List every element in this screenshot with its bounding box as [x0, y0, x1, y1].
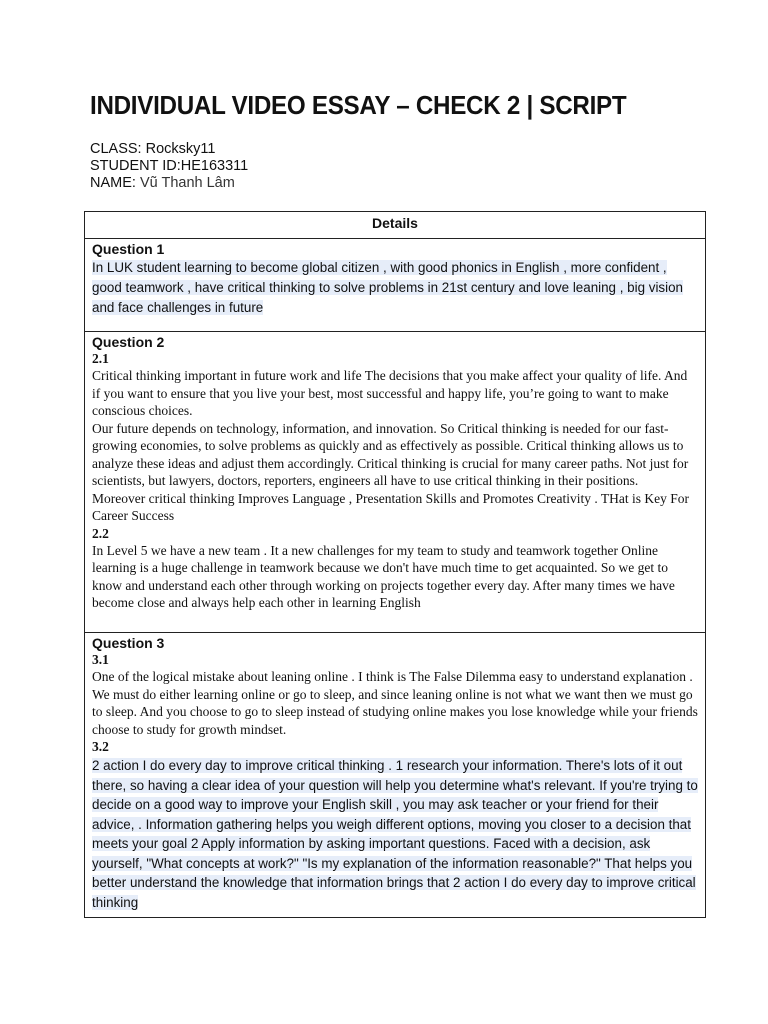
question-1-answer: In LUK student learning to become global citizen , with good phonics in English , more confident , good teamwork , have critical thinking to solve problems in 21st century and love leaning , big vision and face challenges in future [92, 260, 683, 315]
details-table [84, 211, 706, 918]
question-3-row [85, 633, 706, 918]
name-value: Vũ Thanh Lâm [139, 175, 235, 191]
question-2-1-paragraph-3: Moreover critical thinking Improves Language , Presentation Skills and Promotes Creativity . THat is Key For Career Success [92, 490, 690, 523]
question-3-1-paragraph: One of the logical mistake about leaning online . I think is The False Dilemma easy to understand explanation . We must do either learning online or go to sleep, and since leaning online is not what we want then we must go to sleep. And you choose to go to sleep instead of studying online makes you lose knowledge while your friends choose to study for growth mindset. [92, 669, 698, 737]
question-1-row [85, 239, 706, 332]
details-header: Details [85, 212, 706, 239]
question-3-heading: Question 3 [92, 635, 165, 651]
question-2-cell [85, 332, 706, 633]
question-2-1-paragraph-2: Our future depends on technology, information, and innovation. So Critical thinking is needed for our fast-growing economies, to solve problems as quickly and as effectively as possible. Critical thinking allows us to analyze these ideas and adjust them accordingly. Critical thinking is crucial for many career paths. Not just for scientists, but lawyers, doctors, reporters, engineers all have to use critical thinking in their positions. [92, 420, 689, 488]
question-2-heading: Question 2 [92, 334, 165, 350]
question-1-heading: Question 1 [92, 241, 165, 257]
question-2-2-label: 2.2 [92, 525, 109, 541]
name-label: NAME: [90, 175, 136, 191]
question-3-cell [85, 633, 706, 918]
question-2-row [85, 332, 706, 633]
question-1-cell [85, 239, 706, 332]
student-id-line: STUDENT ID:HE163311 [90, 158, 249, 174]
student-info [90, 141, 248, 192]
question-3-1-label: 3.1 [92, 652, 109, 667]
table-header-row [85, 212, 706, 239]
question-2-1-paragraph-1: Critical thinking important in future work and life The decisions that you make affect your quality of life. And if you want to ensure that you live your best, most successful and happy life, you’re going to want to make conscious choices. [92, 368, 688, 418]
question-3-2-label: 3.2 [92, 739, 109, 754]
question-2-1-label: 2.1 [92, 351, 109, 366]
question-3-2-paragraph: 2 action I do every day to improve critical thinking . 1 research your information. There's lots of it out there, so having a clear idea of your question will help you determine what's relevant. If you're trying to decide on a good way to improve your English skill , you may ask teacher or your friend for their advice, . Information gathering helps you weigh different options, moving you closer to a decision that meets your goal 2 Apply information by asking important questions. Faced with a decision, ask yourself, "What concepts at work?" "Is my explanation of the information reasonable?" That helps you better understand the knowledge that information brings that 2 action I do every day to improve critical thinking [92, 758, 698, 910]
question-2-2-paragraph: In Level 5 we have a new team . It a new challenges for my team to study and teamwork together Online learning is a huge challenge in teamwork because we don't have much time to get acquainted. So we get to know and understand each other through working on projects together every day. After many times we have become close and always help each other in learning English [92, 542, 675, 610]
name-line [90, 175, 248, 192]
class-line: CLASS: Rocksky11 [90, 141, 216, 157]
document-title: INDIVIDUAL VIDEO ESSAY – CHECK 2 | SCRIPT [90, 90, 627, 120]
